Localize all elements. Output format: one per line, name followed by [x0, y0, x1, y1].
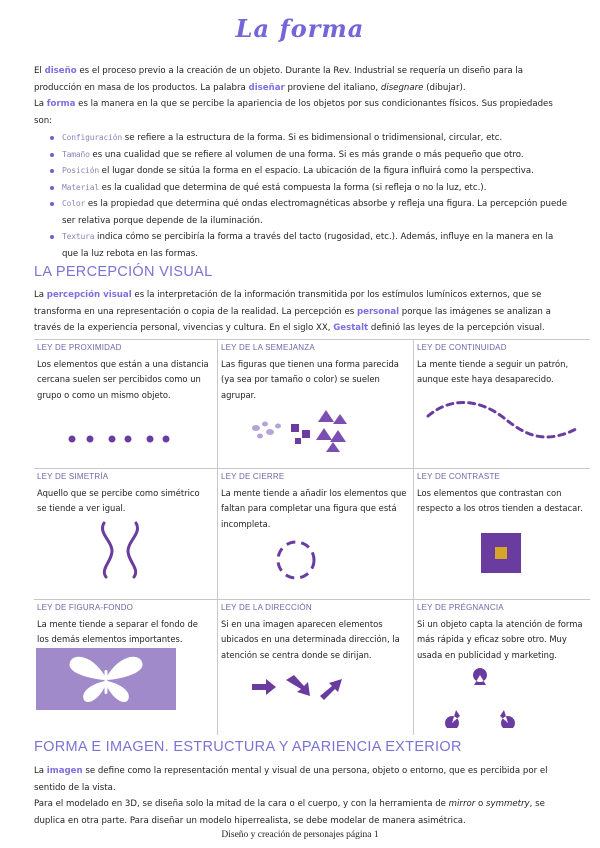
- law-text: Las figuras que tienen una forma parecida (ya sea por tamaño o color) se suelen agrupar.: [221, 359, 399, 400]
- properties-list: [48, 130, 568, 262]
- law-text: Aquello que se percibe como simétrico se tiende a ver igual.: [37, 488, 200, 514]
- law-cell-closure: [218, 469, 414, 600]
- law-heading: LEY DE CIERRE: [221, 472, 285, 481]
- intro-paragraph-1: El diseño es el proceso previo a la creación de un objeto. Durante la Rev. Industrial se requería un diseño para la producción en masa de los productos. La palabra diseñar proviene del italiano, disegnare (dibujar).: [34, 66, 524, 93]
- property-item: Configuración se refiere a la estructura de la forma. Si es bidimensional o tridimensional, circular, etc.: [48, 130, 568, 147]
- continuity-curve-illustration: [424, 400, 584, 446]
- property-item: Material es la cualidad que determina de qué está compuesta la forma (si refleja o no la luz, etc.).: [48, 180, 568, 197]
- law-text: La mente tiende a añadir los elementos que faltan para completar una figura que está incompleta.: [221, 488, 407, 529]
- law-cell-similarity: [218, 339, 414, 469]
- image-paragraph: La imagen se define como la representación mental y visual de una persona, objeto o entorno, que es percibida por el sentido de la vista.: [34, 766, 548, 793]
- section-heading-form-image: FORMA E IMAGEN. ESTRUCTURA Y APARIENCIA EXTERIOR: [34, 739, 462, 755]
- law-cell-continuity: [414, 339, 590, 469]
- kanizsa-triangle-illustration: [442, 664, 518, 728]
- butterfly-figure-ground-illustration: [36, 648, 176, 710]
- law-cell-symmetry: [34, 469, 218, 600]
- law-cell-pregnancy: [414, 600, 590, 735]
- law-text: Los elementos que están a una distancia cercana suelen ser percibidos como un grupo o como un mismo objeto.: [37, 359, 209, 400]
- law-heading: LEY DE FIGURA-FONDO: [37, 603, 134, 612]
- law-cell-figure-ground: [34, 600, 218, 735]
- property-item: Tamaño es una cualidad que se refiere al volumen de una forma. Si es más grande o más pequeño que otro.: [48, 147, 568, 164]
- intro-paragraph-2: La forma es la manera en la que se percibe la apariencia de los objetos por sus condicionantes físicos. Sus propiedades son:: [34, 99, 553, 126]
- section-heading-perception: LA PERCEPCIÓN VISUAL: [34, 264, 213, 280]
- law-cell-proximity: [34, 339, 218, 469]
- symmetry-brackets-illustration: [96, 519, 144, 581]
- law-heading: LEY DE CONTINUIDAD: [417, 343, 507, 352]
- law-text: Si en una imagen aparecen elementos ubicados en una determinada dirección, la atención se centra donde se dirijan.: [221, 619, 400, 660]
- gestalt-laws-grid: [34, 339, 590, 735]
- perception-paragraph: La percepción visual es la interpretación de la información transmitida por los estímulos lumínicos externos, que se transforma en una representación o copia de la realidad. La percepción es personal porque las imágenes se analizan a través de la experiencia personal, vivencias y cultura. En el siglo XX, Gestalt definió las leyes de la percepción visual.: [34, 290, 551, 333]
- modeling-paragraph: Para el modelado en 3D, se diseña solo la mitad de la cara o el cuerpo, y con la herramienta de mirror o symmetry, se duplica en otra parte. Para diseñar un modelo hiperrealista, se debe modelar de manera asimétrica.: [34, 799, 545, 826]
- page-footer: Diseño y creación de personajes página 1: [221, 830, 379, 840]
- closure-circle-illustration: [272, 536, 320, 584]
- similarity-shapes-illustration: [248, 408, 378, 456]
- law-cell-contrast: [414, 469, 590, 600]
- law-heading: LEY DE LA DIRECCIÓN: [221, 603, 312, 612]
- law-text: Si un objeto capta la atención de forma más rápida y eficaz sobre otro. Muy usada en publicidad y marketing.: [417, 619, 583, 660]
- law-heading: LEY DE PROXIMIDAD: [37, 343, 122, 352]
- law-heading: LEY DE SIMETRÍA: [37, 472, 109, 481]
- property-item: Textura indica cómo se percibiría la forma a través del tacto (rugosidad, etc.). Además, influye en la manera en la que la luz rebota en las formas.: [48, 229, 568, 262]
- proximity-dots-illustration: [64, 432, 194, 448]
- law-text: Los elementos que contrastan con respecto a los otros tienden a destacar.: [417, 488, 583, 514]
- property-item: Posición el lugar donde se sitúa la forma en el espacio. La ubicación de la figura influirá como la perspectiva.: [48, 163, 568, 180]
- property-item: Color es la propiedad que determina qué ondas electromagnéticas absorbe y refleja una figura. La percepción puede ser relativa porque depende de la iluminación.: [48, 196, 568, 229]
- direction-arrows-illustration: [250, 672, 360, 706]
- contrast-square-illustration: [479, 531, 523, 575]
- law-heading: LEY DE CONTRASTE: [417, 472, 501, 481]
- law-heading: LEY DE LA SEMEJANZA: [221, 343, 315, 352]
- law-heading: LEY DE PRÉGNANCIA: [417, 603, 504, 612]
- page-title: La forma: [235, 14, 365, 43]
- law-text: La mente tiende a seguir un patrón, aunque este haya desaparecido.: [417, 359, 569, 385]
- law-cell-direction: [218, 600, 414, 735]
- law-text: La mente tiende a separar el fondo de los demás elementos importantes.: [37, 619, 198, 645]
